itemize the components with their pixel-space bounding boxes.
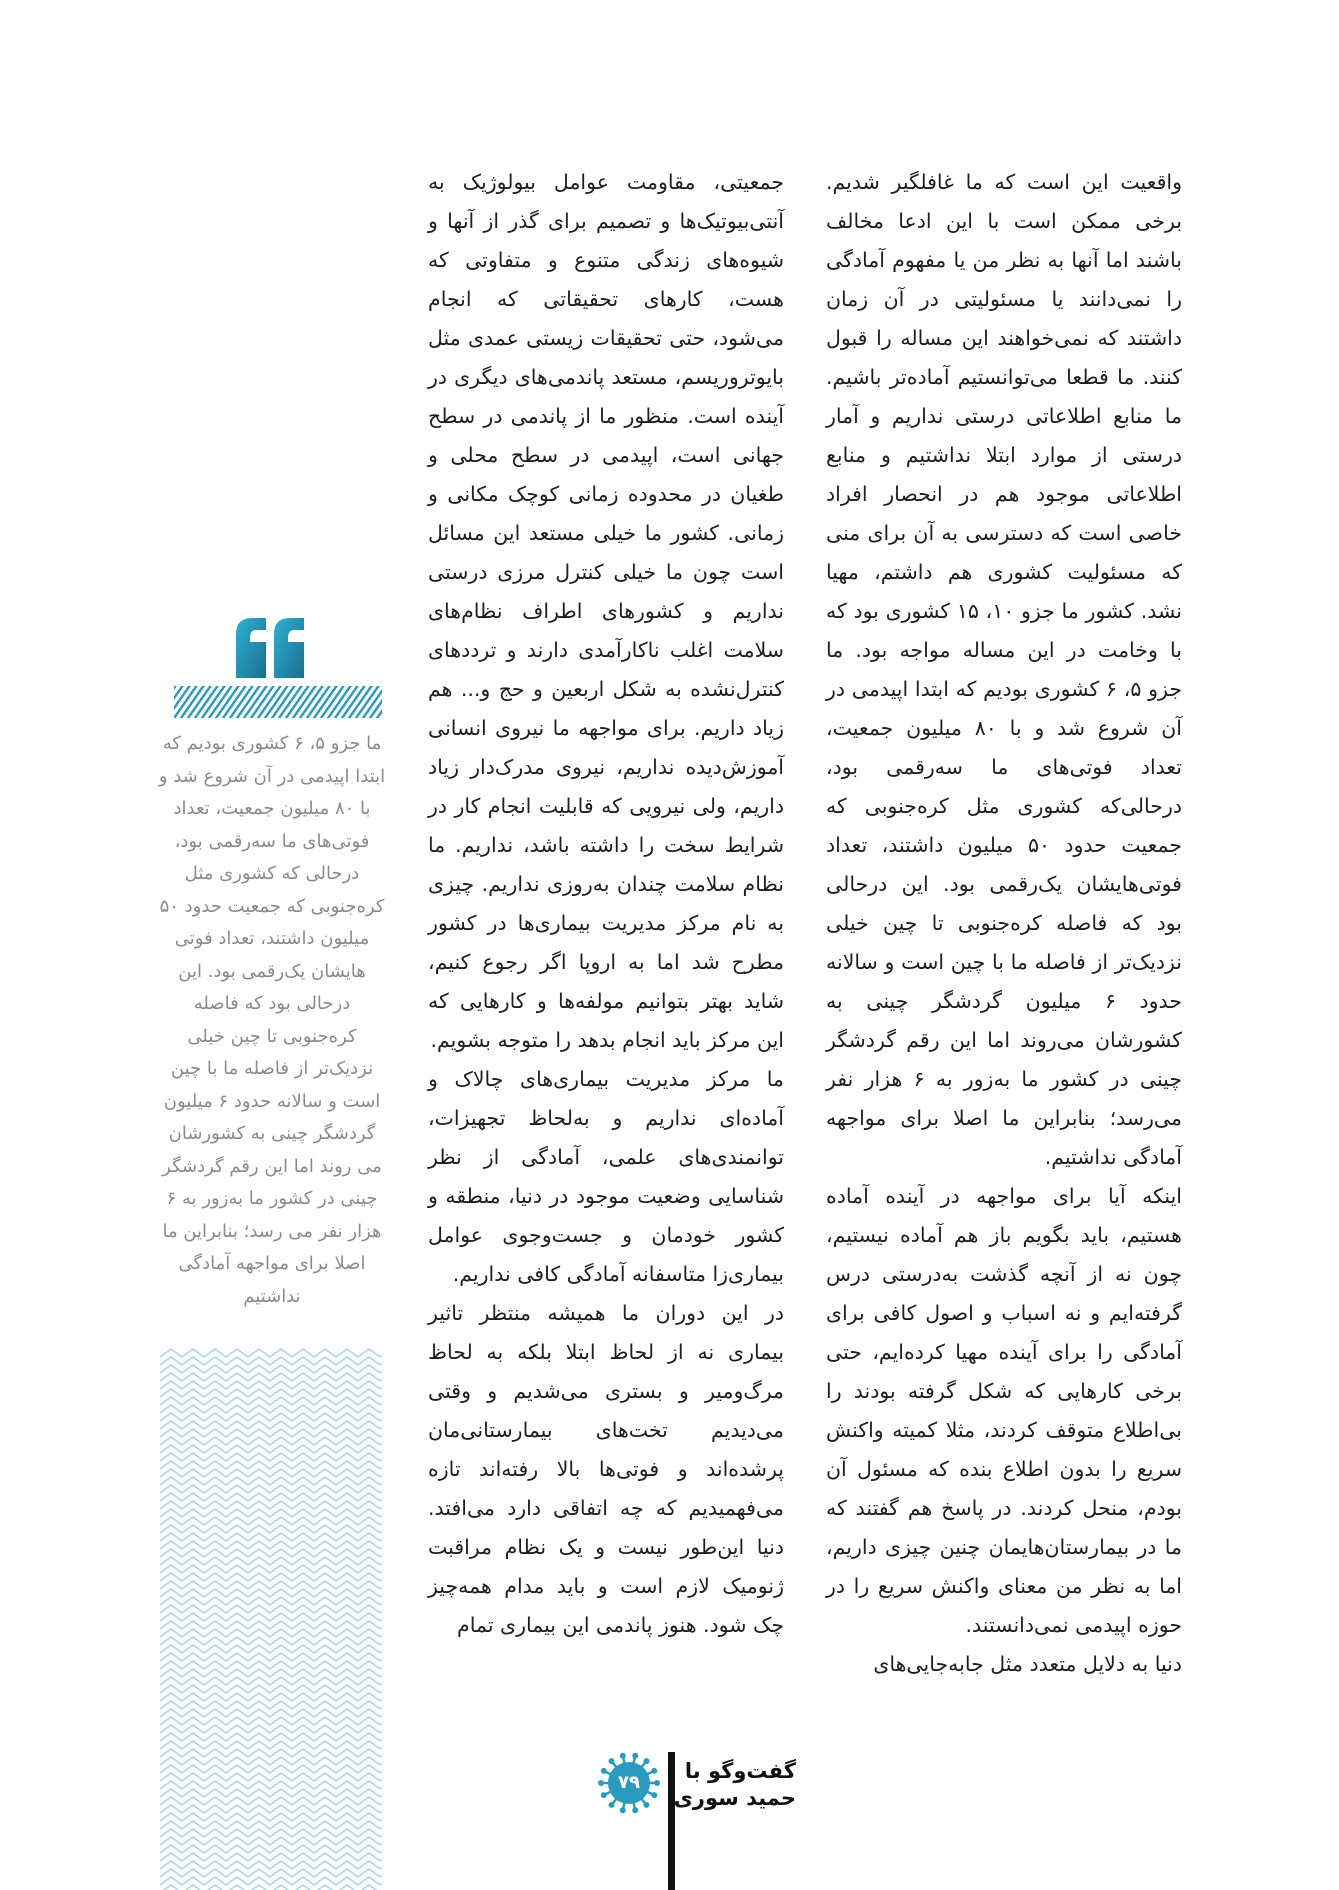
paragraph: ما مرکز مدیریت بیماری‌های چالاک و آماده‌ای نداریم و به‌لحاظ تجهیزات، توانمندی‌های علمی، آمادگی از نظر شناسایی وضعیت موجود در دنیا، منطقه و کشور خودمان و جست‌وجوی عوامل بیماری‌زا متاسفانه آمادگی کافی نداریم. xyxy=(428,1067,784,1286)
page-number: ۷۹ xyxy=(618,1772,640,1793)
zigzag-decoration xyxy=(160,1345,382,1890)
article-column-middle xyxy=(428,163,784,1645)
paragraph: جمعیتی، مقاومت عوامل بیولوژیک به آنتی‌بیوتیک‌ها و تصمیم برای گذر از آنها و شیوه‌های زندگی متنوع و متفاوتی که هست، کارهای تحقیقاتی که انجام می‌شود، حتی تحقیقات زیستی عمدی مثل بایوتروریسم، مستعد پاندمی‌های دیگری در آینده است. منظور ما از پاندمی در سطح جهانی است، اپیدمی در سطح محلی و طغیان در محدوده زمانی کوچک مکانی و زمانی. کشور ما خیلی مستعد این مسائل است چون ما خیلی کنترل مرزی درستی نداریم و کشورهای اطراف نظام‌های سلامت اغلب ناکارآمدی دارند و ترددهای کنترل‌نشده به شکل اربعین و حج و... هم زیاد داریم. برای مواجهه ما نیروی انسانی آموزش‌دیده نداریم، نیروی مدرک‌دار زیاد داریم، ولی نیرویی که قابلیت انجام کار در شرایط سخت را داشته باشد، نداریم. ما نظام سلامت چندان به‌روزی نداریم. چیزی به نام مرکز مدیریت بیماری‌ها در کشور مطرح شد اما به اروپا اگر رجوع کنیم، شاید بهتر بتوانیم مولفه‌ها و کارهایی که این مرکز باید انجام بدهد را متوجه بشویم. xyxy=(428,170,784,1052)
pull-quote: ما جزو ۵، ۶ کشوری بودیم که ابتدا اپیدمی در آن شروع شد و با ۸۰ میلیون جمعیت، تعداد فوتی‌های ما سه‌رقمی بود، درحالی که کشوری مثل کره‌جنوبی که جمعیت حدود ۵۰ میلیون داشتند، تعداد فوتی هایشان یک‌رقمی بود. این درحالی بود که فاصله کره‌جنوبی تا چین خیلی نزدیک‌تر از فاصله ما با چین است و سالانه حدود ۶ میلیون گردشگر چینی به کشورشان می روند اما این رقم گردشگر چینی در کشور ما به‌زور به ۶ هزار نفر می رسد؛ بنابراین ما اصلا برای مواجهه آمادگی نداشتیم xyxy=(158,733,386,1307)
hatch-decoration xyxy=(174,686,382,718)
paragraph: اینکه آیا برای مواجهه در آینده آماده هستیم، باید بگویم باز هم آماده نیستیم، چون نه از آنچه گذشت به‌درستی درس گرفته‌ایم و نه اسباب و اصول کافی برای آمادگی را برای آینده مهیا کرده‌ایم، حتی برخی کارهایی که شکل گرفته بودند را بی‌اطلاع متوقف کردند، مثلا کمیته واکنش سریع را بدون اطلاع بنده که مسئول آن بودم، منحل کردند. در پاسخ هم گفتند که ما در بیمارستان‌هایمان چنین چیزی داریم، اما به نظر من معنای واکنش سریع را در حوزه اپیدمی نمی‌دانستند. xyxy=(826,1184,1182,1637)
quote-icon xyxy=(234,616,306,680)
footer-section-label xyxy=(673,1758,796,1812)
paragraph: واقعیت این است که ما غافلگیر شدیم. برخی ممکن است با این ادعا مخالف باشند اما آنها به نظر من یا مفهوم آمادگی را نمی‌دانند یا مسئولیتی در آن زمان داشتند که نمی‌خواهند این مساله را قبول کنند. ما قطعا می‌توانستیم آماده‌تر باشیم. ما منابع اطلاعاتی درستی نداریم و آمار درستی از موارد ابتلا نداشتیم و منابع اطلاعاتی موجود هم در انحصار افراد خاصی است که دسترسی به آن برای منی که مسئولیت کشوری هم داشتم، مهیا نشد. کشور ما جزو ۱۰، ۱۵ کشوری بود که با وخامت در این مساله مواجه بود. ما جزو ۵، ۶ کشوری بودیم که ابتدا اپیدمی در آن شروع شد و با ۸۰ میلیون جمعیت، تعداد فوتی‌های ما سه‌رقمی بود، درحالی‌که کشوری مثل کره‌جنوبی که جمعیت حدود ۵۰ میلیون داشتند، تعداد فوتی‌هایشان یک‌رقمی بود. این درحالی بود که فاصله کره‌جنوبی تا چین خیلی نزدیک‌تر از فاصله ما با چین است و سالانه حدود ۶ میلیون گردشگر چینی به کشورشان می‌روند اما این رقم گردشگر چینی در کشور ما به‌زور به ۶ هزار نفر می‌رسد؛ بنابراین ما اصلا برای مواجهه آمادگی نداشتیم. xyxy=(826,170,1182,1169)
paragraph: دنیا به دلایل متعدد مثل جابه‌جایی‌های xyxy=(873,1652,1182,1676)
footer-line-2: حمید سوری xyxy=(673,1786,796,1810)
footer-line-1: گفت‌وگو با xyxy=(684,1759,796,1783)
footer-divider xyxy=(668,1752,675,1890)
paragraph: در این دوران ما همیشه منتظر تاثیر بیماری نه از لحاظ ابتلا بلکه به لحاظ مرگ‌ومیر و بستری می‌شدیم و وقتی می‌دیدیم تخت‌های بیمارستانی‌مان پرشده‌اند و فوتی‌ها بالا رفته‌اند تازه می‌فهمیدیم که چه اتفاقی دارد می‌افتد. دنیا این‌طور نیست و یک نظام مراقبت ژنومیک لازم است و باید مدام همه‌چیز چک شود. هنوز پاندمی این بیماری تمام xyxy=(428,1301,784,1637)
article-column-right xyxy=(826,163,1182,1684)
